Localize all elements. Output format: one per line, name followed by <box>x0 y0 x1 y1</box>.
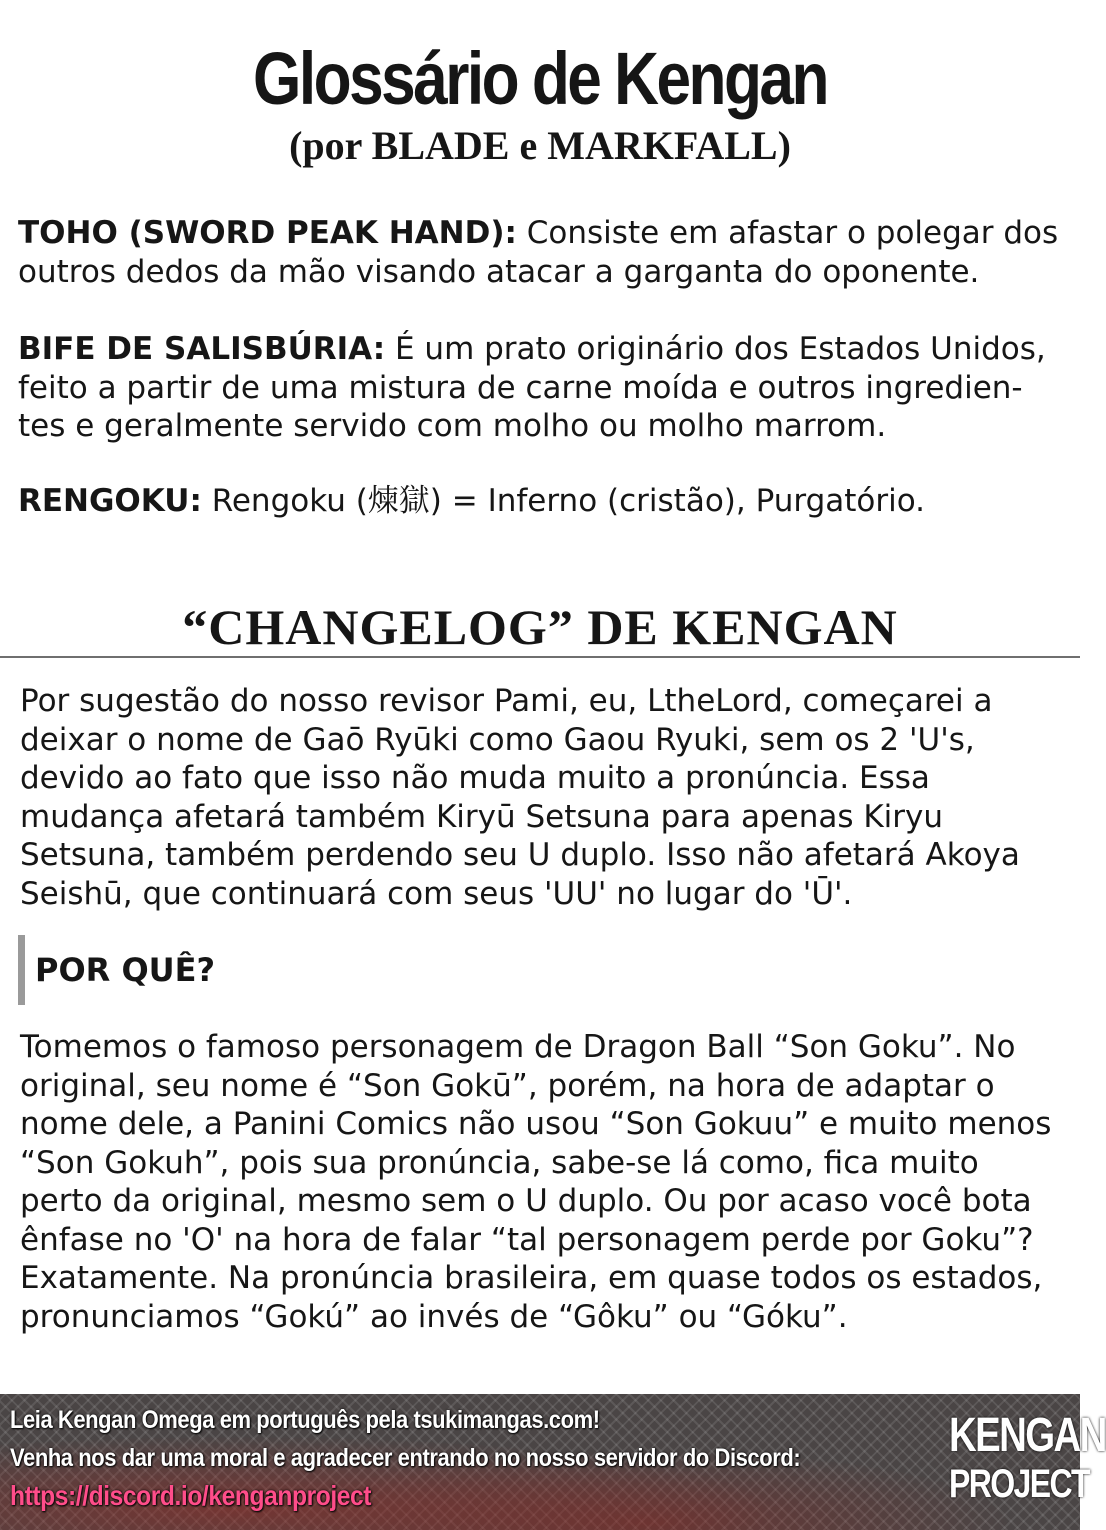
footer-banner <box>0 1394 1106 1530</box>
logo-line-1: KENGAN <box>949 1409 1106 1462</box>
discord-link[interactable]: https://discord.io/kenganproject <box>10 1480 372 1511</box>
section-divider <box>0 656 1080 658</box>
footer-line-1: Leia Kengan Omega em português pela tsukimangas.com! <box>10 1406 600 1434</box>
glossary-definition: Rengoku (煉獄) = Inferno (cristão), Purgatório. <box>211 483 926 519</box>
kengan-project-logo <box>936 1409 1106 1506</box>
glossary-term: TOHO (SWORD PEAK HAND): <box>18 215 517 251</box>
glossary-subtitle: (por BLADE e MARKFALL) <box>289 123 791 168</box>
glossary-definition: É um prato originário dos Estados Unidos, feito a partir de uma mistura de carne moída e outros ingredien-tes e geralmente servido com molho ou molho marrom. <box>18 331 1046 444</box>
why-paragraph: Tomemos o famoso personagem de Dragon Ball “Son Goku”. No original, seu nome é “Son Gokū”, porém, na hora de adaptar o nome dele, a Panini Comics não usou “Son Gokuu” e muito menos “Son Gokuh”, pois sua pronúncia, sabe-se lá como, fica muito perto da original, mesmo sem o U duplo. Ou por acaso você bota ênfase no 'O' na hora de falar “tal personagem perde por Goku”? Exatamente. Na pronúncia brasileira, em quase todos os estados, pronunciamos “Gokú” ao invés de “Gôku” ou “Góku”. <box>20 1029 1052 1335</box>
glossary-term: RENGOKU: <box>18 483 202 519</box>
glossary-term: BIFE DE SALISBÚRIA: <box>18 331 386 367</box>
glossary-definition: Consiste em afastar o polegar dos outros dedos da mão visando atacar a garganta do oponente. <box>18 215 1059 290</box>
changelog-title: “CHANGELOG” DE KENGAN <box>182 599 898 655</box>
changelog-paragraph: Por sugestão do nosso revisor Pami, eu, LtheLord, começarei a deixar o nome de Gaō Ryūki como Gaou Ryuki, sem os 2 'U's, devido ao fato que isso não muda muito a pronúncia. Essa mudança afetará também Kiryū Setsuna para apenas Kiryu Setsuna, também perdendo seu U duplo. Isso não afetará Akoya Seishū, que continuará com seus 'UU' no lugar do 'Ū'. <box>20 683 1020 912</box>
glossary-entry <box>18 482 1068 521</box>
why-heading <box>18 935 418 1005</box>
logo-line-2: PROJECT <box>949 1462 1089 1506</box>
glossary-entry <box>18 330 1068 446</box>
glossary-title: Glossário de Kengan <box>253 37 827 120</box>
why-heading-label: POR QUÊ? <box>35 951 216 989</box>
glossary-entry <box>18 214 1068 291</box>
footer-line-2: Venha nos dar uma moral e agradecer entrando no nosso servidor do Discord: <box>10 1444 801 1472</box>
